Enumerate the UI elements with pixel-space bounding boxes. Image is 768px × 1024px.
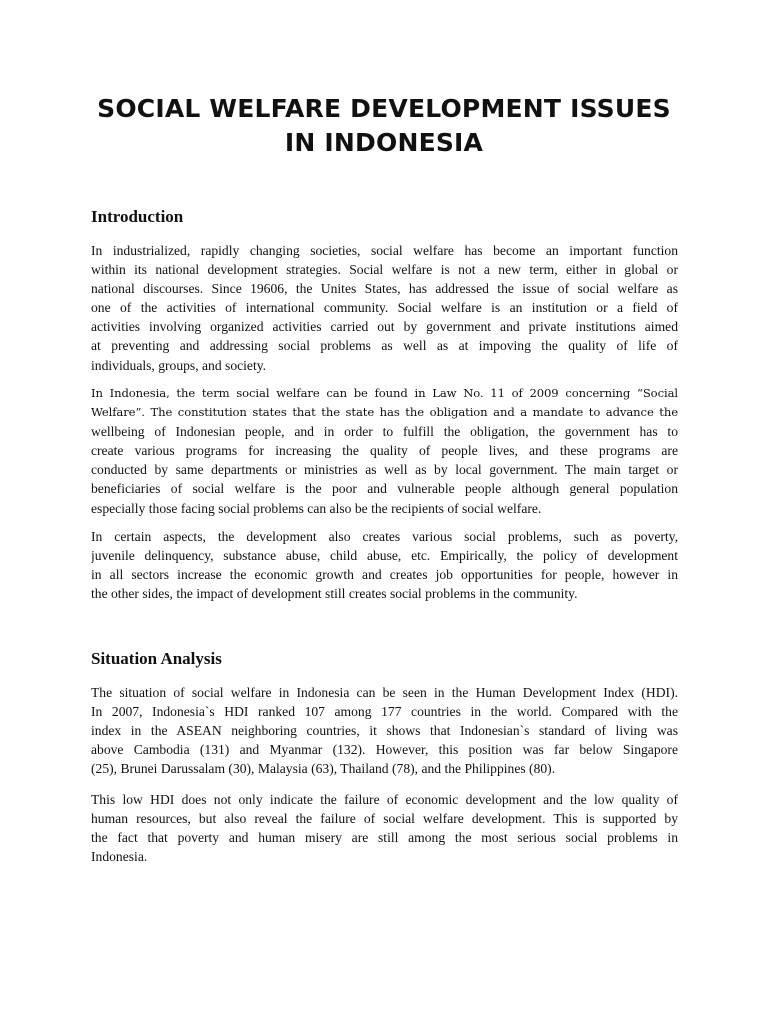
text-line: beneficiaries of social welfare is the poor and vulnerable people although general population — [91, 481, 678, 497]
text-line: In 2007, Indonesia`s HDI ranked 107 among 177 countries in the world. Compared with the — [91, 704, 678, 720]
text-line: individuals, groups, and society. — [91, 357, 267, 373]
text-line: one of the activities of international community. Social welfare is an institution or a field of — [91, 300, 678, 316]
text-line: In Indonesia, the term social welfare can be found in Law No. 11 of 2009 concerning “Social — [91, 386, 678, 400]
text-line: within its national development strategies. Social welfare is not a new term, either in global or — [91, 262, 678, 278]
paragraph — [91, 527, 678, 603]
text-line: above Cambodia (131) and Myanmar (132). However, this position was far below Singapore — [91, 742, 678, 758]
text-line: wellbeing of Indonesian people, and in order to fulfill the obligation, the government has to — [91, 424, 678, 440]
text-line: juvenile delinquency, substance abuse, child abuse, etc. Empirically, the policy of development — [91, 548, 678, 564]
text-line: human resources, but also reveal the failure of social welfare development. This is supported by — [91, 811, 678, 827]
text-line: (25), Brunei Darussalam (30), Malaysia (63), Thailand (78), and the Philippines (80). — [91, 761, 556, 777]
text-line: at preventing and addressing social problems as well as at impoving the quality of life of — [91, 338, 678, 354]
text-line: create various programs for increasing the quality of people lives, and these programs are — [91, 443, 678, 459]
paragraph — [91, 790, 678, 866]
paragraph — [91, 683, 678, 778]
text-line: index in the ASEAN neighboring countries, it shows that Indonesian`s standard of living was — [91, 723, 678, 739]
text-line: In industrialized, rapidly changing societies, social welfare has become an important function — [91, 243, 678, 258]
text-line: in all sectors increase the economic growth and creates job opportunities for people, however in — [91, 567, 678, 583]
text-line: the fact that poverty and human misery are still among the most serious social problems in — [91, 830, 678, 846]
title-line: IN INDONESIA — [284, 128, 484, 157]
text-line: the other sides, the impact of development still creates social problems in the community. — [91, 586, 578, 602]
text-line: The situation of social welfare in Indonesia can be seen in the Human Development Index (HDI). — [91, 685, 678, 700]
title-line: SOCIAL WELFARE DEVELOPMENT ISSUES — [97, 94, 671, 123]
text-line: conducted by same departments or ministries as well as by local government. The main target or — [91, 462, 678, 478]
text-line: especially those facing social problems can also be the recipients of social welfare. — [91, 500, 542, 516]
text-line: Welfare”. The constitution states that the state has the obligation and a mandate to advance the — [91, 405, 678, 420]
text-line: national discourses. Since 19606, the Unites States, has addressed the issue of social welfare as — [91, 281, 678, 297]
text-line: This low HDI does not only indicate the failure of economic development and the low quality of — [91, 792, 678, 807]
section-heading-introduction: Introduction — [91, 207, 184, 226]
text-line: activities involving organized activities carried out by government and private institutions aimed — [91, 319, 678, 335]
text-line: In certain aspects, the development also creates various social problems, such as poverty, — [91, 529, 678, 544]
paragraph — [91, 384, 678, 518]
text-line: Indonesia. — [91, 849, 148, 865]
document-title — [60, 92, 708, 160]
section-heading-situation-analysis: Situation Analysis — [91, 649, 222, 668]
paragraph — [91, 241, 678, 375]
